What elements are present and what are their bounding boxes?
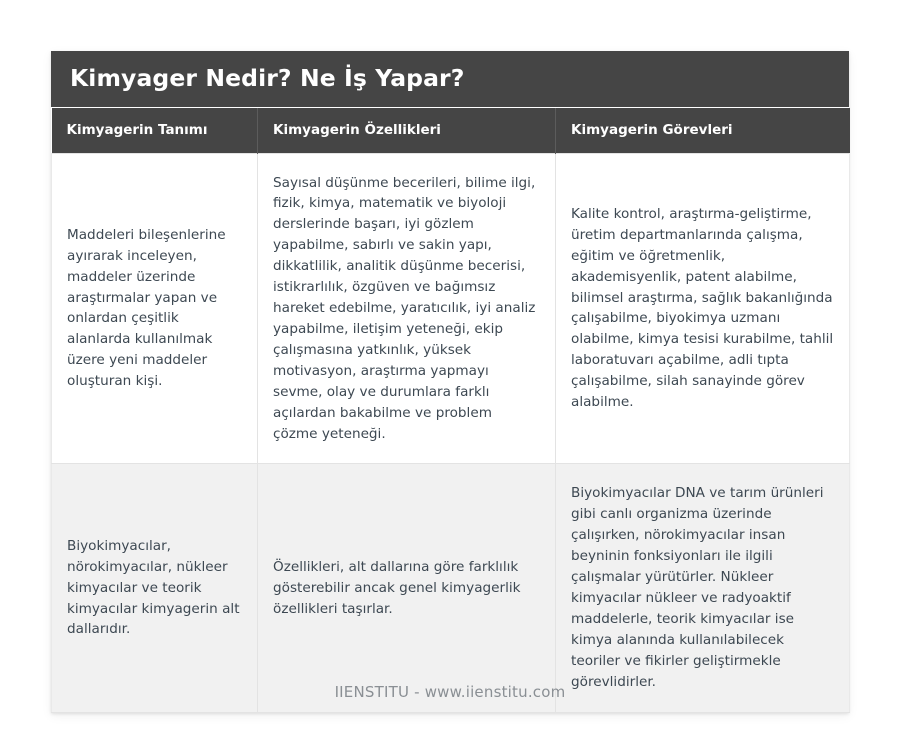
table-row	[52, 153, 850, 464]
cell-traits-subfields: Özellikleri, alt dallarına göre farklılık gösterebilir ancak genel kimyagerlik özellikleri taşırlar.	[258, 464, 556, 712]
table-row	[52, 464, 850, 712]
cell-duties-main: Kalite kontrol, araştırma-geliştirme, üretim departmanlarında çalışma, eğitim ve öğretmenlik, akademisyenlik, patent alabilme, bilimsel araştırma, sağlık bakanlığında çalışabilme, biyokimya uzmanı olabilme, kimya tesisi kurabilme, tahlil laboratuvarı açabilme, adli tıpta çalışabilme, silah sanayinde görev alabilme.	[556, 153, 850, 464]
column-header-duties: Kimyagerin Görevleri	[556, 108, 850, 153]
column-header-traits: Kimyagerin Özellikleri	[258, 108, 556, 153]
footer	[0, 682, 900, 701]
info-table	[51, 108, 850, 713]
table-header-row	[52, 108, 850, 153]
table-body	[52, 153, 850, 712]
table-head	[52, 108, 850, 153]
cell-definition-main: Maddeleri bileşenlerine ayırarak inceleyen, maddeler üzerinde araştırmalar yapan ve onlardan çeşitlik alanlarda kullanılmak üzere yeni maddeler oluşturan kişi.	[52, 153, 258, 464]
cell-duties-subfields: Biyokimyacılar DNA ve tarım ürünleri gibi canlı organizma üzerinde çalışırken, nörokimyacılar insan beyninin fonksiyonları ile ilgili çalışmalar yürütürler. Nükleer kimyacılar nükleer ve radyoaktif maddelerle, teorik kimyacılar ise kimya alanında kullanılabilecek teoriler ve fikirler geliştirmekle görevlidirler.	[556, 464, 850, 712]
page-title: Kimyager Nedir? Ne İş Yapar?	[70, 64, 465, 93]
card-title-bar	[51, 51, 849, 107]
column-header-definition: Kimyagerin Tanımı	[52, 108, 258, 153]
infographic-card	[51, 51, 849, 713]
cell-definition-subfields: Biyokimyacılar, nörokimyacılar, nükleer kimyacılar ve teorik kimyacılar kimyagerin alt dallarıdır.	[52, 464, 258, 712]
footer-attribution: IIENSTITU - www.iienstitu.com	[334, 683, 566, 701]
cell-traits-main: Sayısal düşünme becerileri, bilime ilgi, fizik, kimya, matematik ve biyoloji derslerinde başarı, iyi gözlem yapabilme, sabırlı ve sakin yapı, dikkatlilik, analitik düşünme becerisi, istikrarlılık, özgüven ve bağımsız hareket edebilme, yaratıcılık, iyi analiz yapabilme, iletişim yeteneği, ekip çalışmasına yatkınlık, yüksek motivasyon, araştırma yapmayı sevme, olay ve durumlara farklı açılardan bakabilme ve problem çözme yeteneği.	[258, 153, 556, 464]
